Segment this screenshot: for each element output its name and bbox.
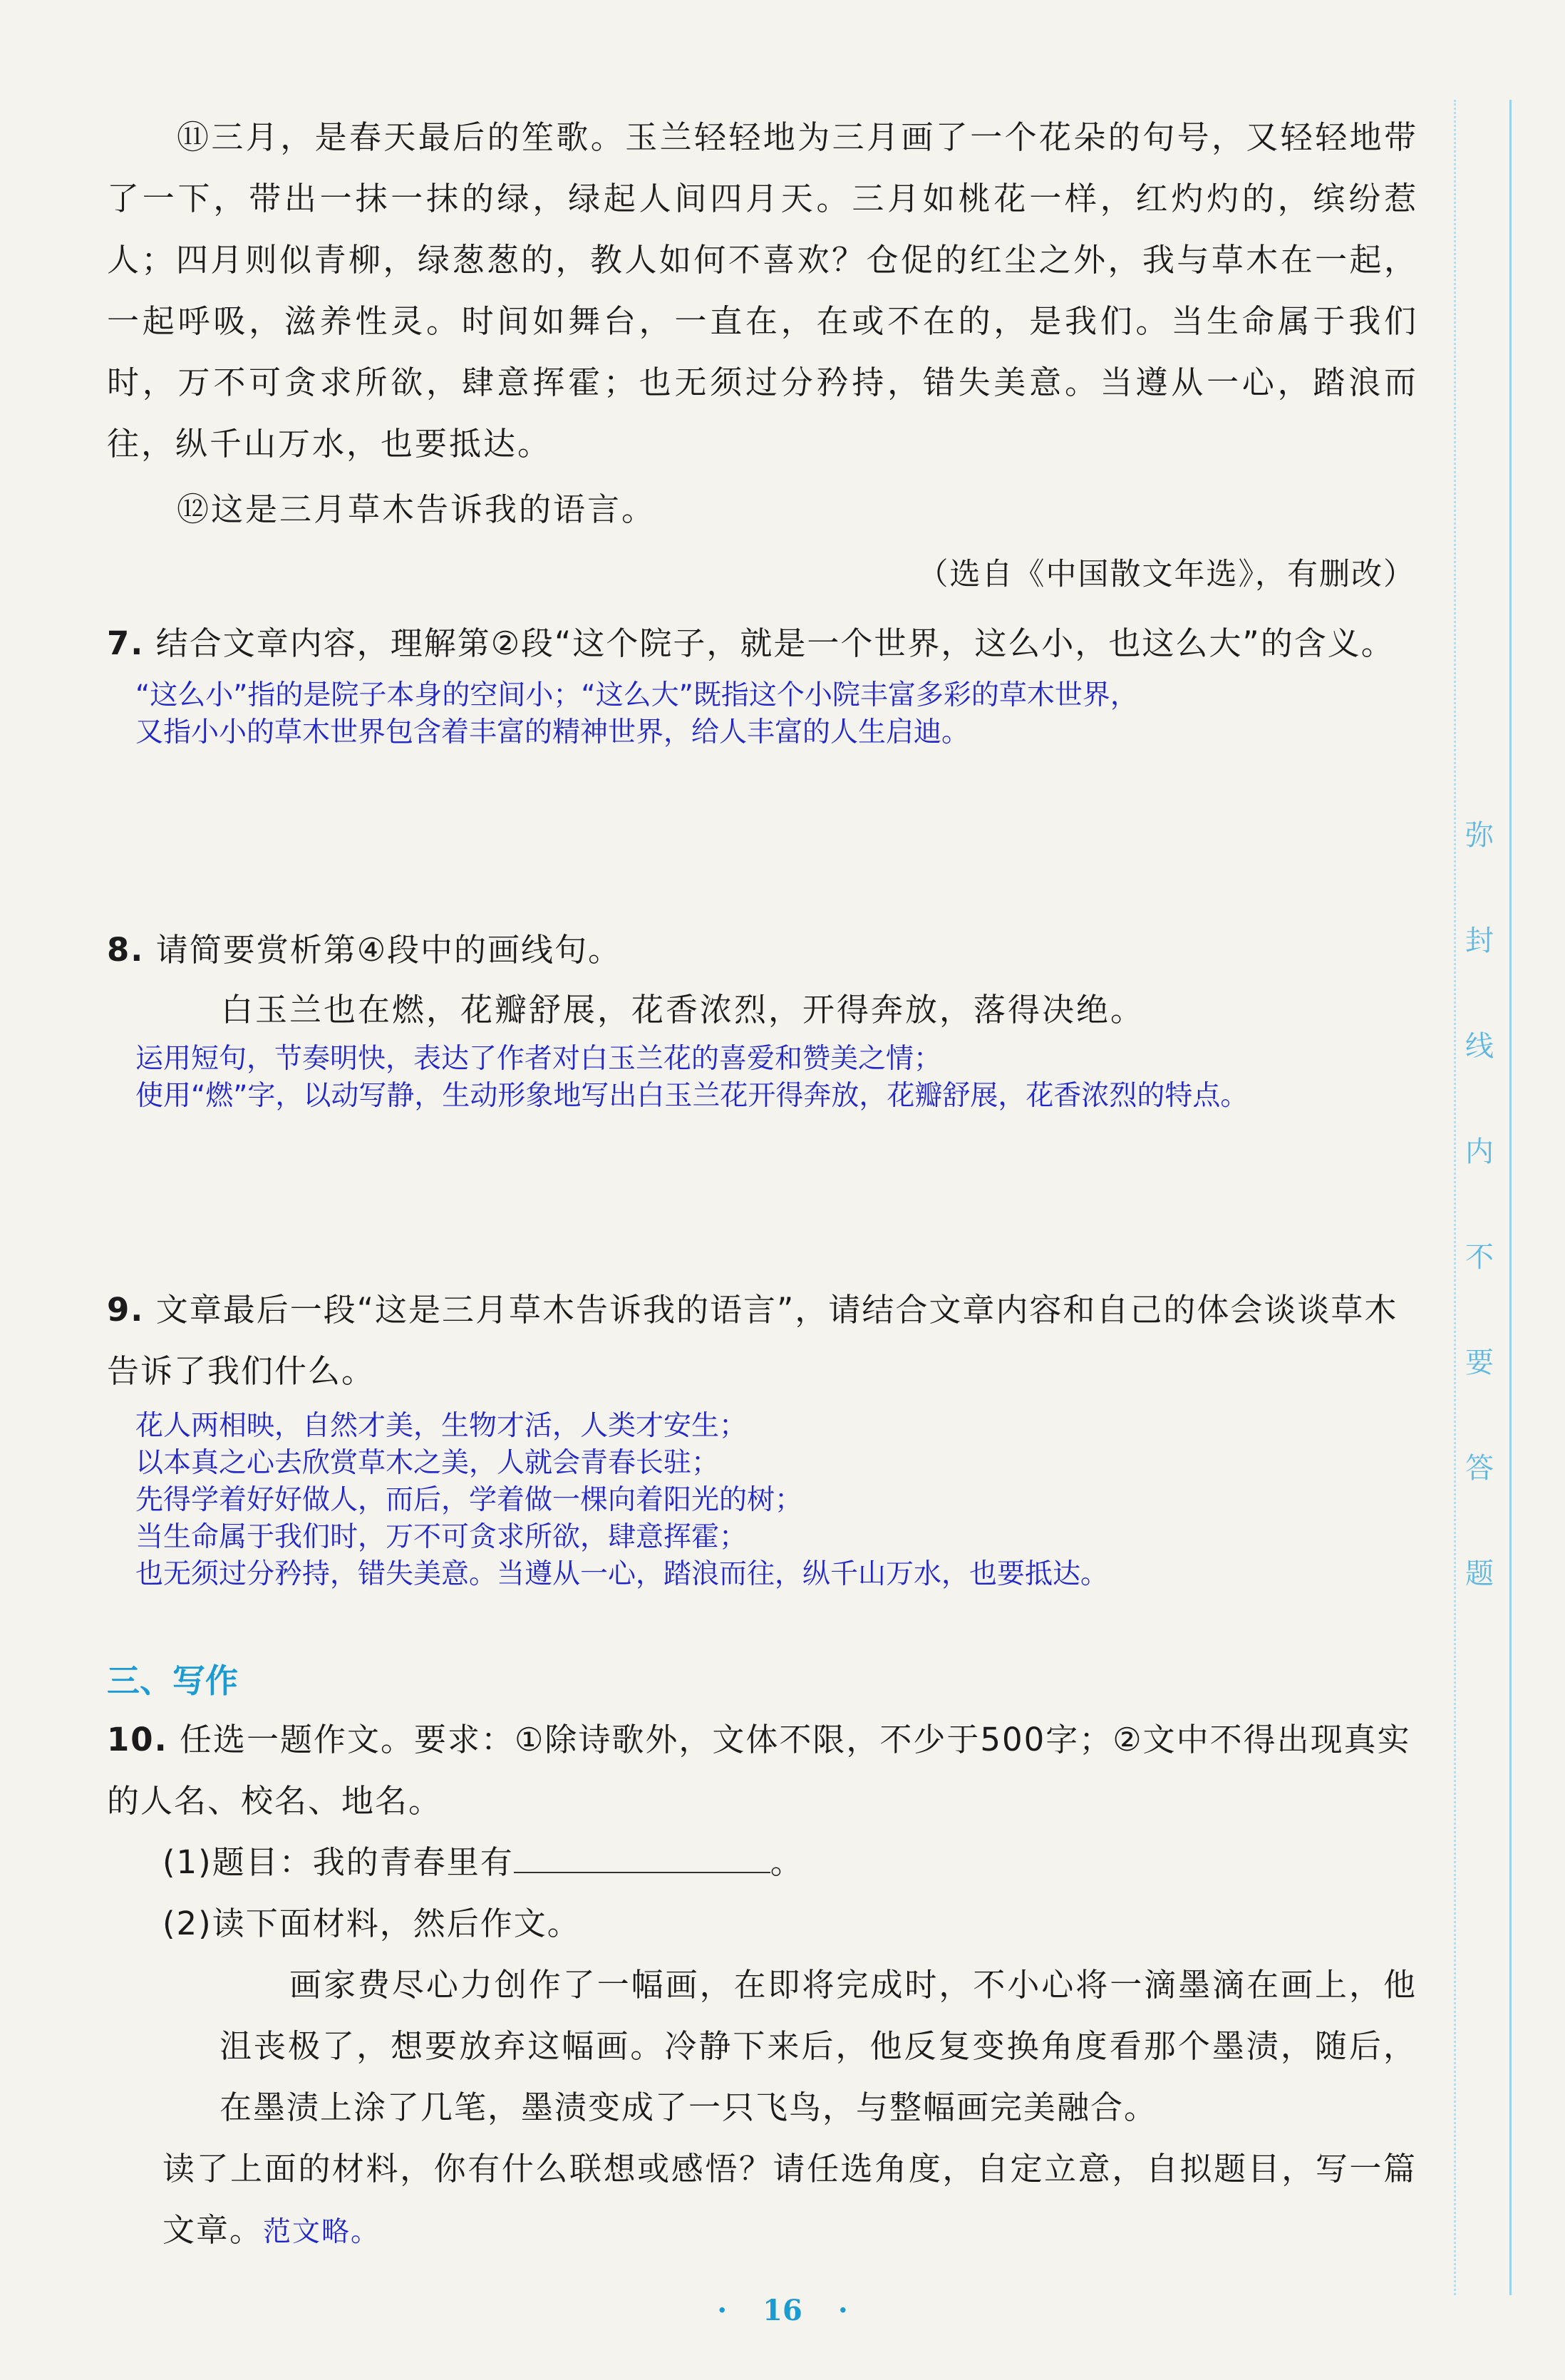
side-note-char: 封 bbox=[1465, 924, 1494, 957]
prompt-text: 读了上面的材料，你有什么联想或感悟？请任选角度，自定立意，自拟题目，写一篇文章。 bbox=[162, 2150, 1417, 2249]
side-note-char: 不 bbox=[1465, 1241, 1494, 1274]
question-number: 7. bbox=[107, 624, 145, 662]
underlined-sentence: 白玉兰也在燃，花瓣舒展，花香浓烈，开得奔放，落得决绝。 bbox=[221, 991, 1145, 1029]
seal-line-dotted bbox=[1454, 100, 1456, 2295]
question-text: 请简要赏析第④段中的画线句。 bbox=[155, 931, 622, 969]
paragraph-11: ⑪三月，是春天最后的笙歌。玉兰轻轻地为三月画了一个花朵的句号，又轻轻地带了一下，带出一抹一抹的绿，绿起人间四月天。三月如桃花一样，红灼灼的，缤纷惹人；四月则似青柳，绿葱葱的，教人如何不喜欢？仓促的红尘之外，我与草木在一起，一起呼吸，滋养性灵。时间如舞台，一直在，在或不在的，是我们。当生命属于我们时，万不可贪求所欲，肆意挥霍；也无须过分矜持，错失美意。当遵从一心，踏浪而往，纵千山万水，也要抵达。 bbox=[107, 118, 1418, 463]
writing-prompt bbox=[162, 2138, 1417, 2263]
side-note-char: 线 bbox=[1465, 1030, 1494, 1063]
paragraph-12: ⑫这是三月草木告诉我的语言。 bbox=[177, 490, 656, 528]
answer-line: 使用“燃”字，以动写静，生动形象地写出白玉兰花开得奔放，花瓣舒展，花香浓烈的特点。 bbox=[135, 1080, 1249, 1112]
section-heading-writing: 三、写作 bbox=[107, 1662, 238, 1700]
answer-9 bbox=[135, 1408, 1418, 1593]
seal-line-solid bbox=[1509, 100, 1512, 2295]
answer-line: 当生命属于我们时，万不可贪求所欲，肆意挥霍； bbox=[135, 1521, 748, 1553]
side-note-char: 内 bbox=[1465, 1135, 1494, 1168]
question-text: 文章最后一段“这是三月草木告诉我的语言”，请结合文章内容和自己的体会谈谈草木告诉了我们什么。 bbox=[107, 1291, 1398, 1390]
material-paragraph: 画家费尽心力创作了一幅画，在即将完成时，不小心将一滴墨滴在画上，他沮丧极了，想要放弃这幅画。冷静下来后，他反复变换角度看那个墨渍，随后，在墨渍上涂了几笔，墨渍变成了一只飞鸟，与整幅画完美融合。 bbox=[219, 1966, 1417, 2126]
answer-line: 花人两相映，自然才美，生物才活，人类才安生； bbox=[135, 1410, 748, 1442]
fill-in-blank bbox=[514, 1843, 770, 1873]
question-8 bbox=[107, 919, 1425, 981]
option-1-label: (1)题目：我的青春里有 bbox=[162, 1843, 514, 1881]
answer-line: 也无须过分矜持，错失美意。当遵从一心，踏浪而往，纵千山万水，也要抵达。 bbox=[135, 1558, 1109, 1590]
question-text: 结合文章内容，理解第②段“这个院子，就是一个世界，这么小，也这么大”的含义。 bbox=[155, 624, 1395, 662]
question-number: 8. bbox=[107, 931, 145, 969]
question-text: 任选一题作文。要求：①除诗歌外，文体不限，不少于500字；②文中不得出现真实的人名、校名、地名。 bbox=[107, 1721, 1411, 1820]
side-note-char: 题 bbox=[1465, 1557, 1494, 1590]
answer-line: 先得学着好好做人，而后，学着做一棵向着阳光的树； bbox=[135, 1484, 803, 1516]
page-number-value: 16 bbox=[763, 2294, 802, 2327]
answer-7 bbox=[135, 677, 1418, 751]
page-number-dot: · bbox=[837, 2294, 848, 2327]
answer-line: “这么小”指的是院子本身的空间小；“这么大”既指这个小院丰富多彩的草木世界， bbox=[135, 679, 1138, 711]
source-citation: （选自《中国散文年选》，有删改） bbox=[917, 557, 1415, 592]
answer-line: 以本真之心去欣赏草木之美，人就会青春长驻； bbox=[135, 1447, 720, 1479]
answer-10: 范文略。 bbox=[263, 2216, 381, 2248]
question-9 bbox=[107, 1279, 1425, 1402]
question-number: 10. bbox=[107, 1721, 168, 1758]
answer-line: 运用短句，节奏明快，表达了作者对白玉兰花的喜爱和赞美之情； bbox=[135, 1043, 942, 1075]
question-number: 9. bbox=[107, 1291, 145, 1329]
option-2: (2)读下面材料，然后作文。 bbox=[162, 1905, 581, 1942]
side-note-char: 答 bbox=[1465, 1452, 1494, 1485]
question-10 bbox=[107, 1709, 1425, 1832]
page-number bbox=[0, 2294, 1565, 2327]
option-1-end: 。 bbox=[770, 1843, 804, 1881]
answer-line: 又指小小的草木世界包含着丰富的精神世界，给人丰富的人生启迪。 bbox=[135, 716, 970, 748]
answer-8 bbox=[135, 1041, 1418, 1115]
page-number-dot: · bbox=[717, 2294, 728, 2327]
side-note-char: 弥 bbox=[1465, 819, 1494, 852]
option-1 bbox=[162, 1832, 1481, 1893]
question-7 bbox=[107, 613, 1425, 674]
side-note-char: 要 bbox=[1465, 1346, 1494, 1379]
